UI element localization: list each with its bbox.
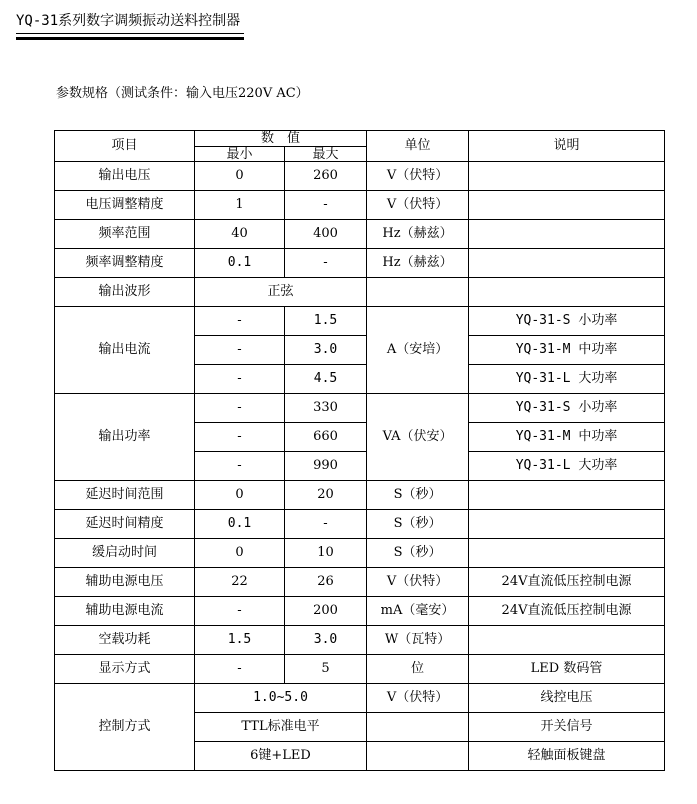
table-header-row	[55, 131, 665, 147]
table-row	[55, 510, 665, 539]
row-desc	[469, 481, 665, 510]
row-min: 1	[195, 191, 285, 220]
row-min: 0	[195, 539, 285, 568]
row-value: TTL标准电平	[195, 713, 367, 742]
row-max: 660	[285, 423, 367, 452]
row-max: 200	[285, 597, 367, 626]
table-row	[55, 162, 665, 191]
row-min: -	[195, 655, 285, 684]
table-row	[55, 481, 665, 510]
row-desc: 轻触面板键盘	[469, 742, 665, 771]
row-max: 400	[285, 220, 367, 249]
row-max: 3.0	[285, 626, 367, 655]
row-item: 输出电压	[55, 162, 195, 191]
table-row	[55, 191, 665, 220]
row-unit: S（秒）	[367, 510, 469, 539]
row-unit: V（伏特）	[367, 684, 469, 713]
row-value: 1.0~5.0	[195, 684, 367, 713]
row-max: 330	[285, 394, 367, 423]
row-desc	[469, 626, 665, 655]
spec-table	[54, 130, 665, 771]
params-heading: 参数规格（测试条件：输入电压220V AC）	[56, 86, 309, 101]
row-min: 0	[195, 162, 285, 191]
row-desc: 线控电压	[469, 684, 665, 713]
row-max: -	[285, 249, 367, 278]
row-desc: 24V直流低压控制电源	[469, 597, 665, 626]
row-item: 缓启动时间	[55, 539, 195, 568]
row-unit: Hz（赫兹）	[367, 249, 469, 278]
table-row	[55, 539, 665, 568]
table-row	[55, 626, 665, 655]
row-unit: VA（伏安）	[367, 394, 469, 481]
header-min: 最小	[195, 147, 285, 162]
row-max: 1.5	[285, 307, 367, 336]
row-item: 频率调整精度	[55, 249, 195, 278]
table-row	[55, 655, 665, 684]
row-item: 辅助电源电压	[55, 568, 195, 597]
row-unit: A（安培）	[367, 307, 469, 394]
document-title: YQ-31系列数字调频振动送料控制器	[16, 13, 241, 29]
row-desc: YQ-31-L 大功率	[469, 452, 665, 481]
row-value: 6键+LED	[195, 742, 367, 771]
row-desc: 开关信号	[469, 713, 665, 742]
row-desc: LED 数码管	[469, 655, 665, 684]
row-unit: S（秒）	[367, 539, 469, 568]
header-desc: 说明	[469, 131, 665, 162]
row-desc	[469, 191, 665, 220]
row-min: 1.5	[195, 626, 285, 655]
row-max: 20	[285, 481, 367, 510]
row-max: -	[285, 510, 367, 539]
row-min: -	[195, 336, 285, 365]
header-item: 项目	[55, 131, 195, 162]
row-item: 延迟时间范围	[55, 481, 195, 510]
row-item: 频率范围	[55, 220, 195, 249]
row-desc	[469, 510, 665, 539]
row-min: -	[195, 423, 285, 452]
row-min: 40	[195, 220, 285, 249]
row-min: -	[195, 365, 285, 394]
row-max: 3.0	[285, 336, 367, 365]
row-max: 5	[285, 655, 367, 684]
row-item: 辅助电源电流	[55, 597, 195, 626]
row-item: 输出电流	[55, 307, 195, 394]
row-min: -	[195, 597, 285, 626]
table-row	[55, 394, 665, 423]
row-desc: YQ-31-M 中功率	[469, 423, 665, 452]
table-row	[55, 249, 665, 278]
row-desc: 24V直流低压控制电源	[469, 568, 665, 597]
row-unit	[367, 713, 469, 742]
row-item: 输出功率	[55, 394, 195, 481]
header-unit: 单位	[367, 131, 469, 162]
row-desc: YQ-31-S 小功率	[469, 307, 665, 336]
row-min: 22	[195, 568, 285, 597]
row-max: 990	[285, 452, 367, 481]
row-max: 10	[285, 539, 367, 568]
table-row	[55, 684, 665, 713]
row-unit	[367, 742, 469, 771]
row-desc: YQ-31-L 大功率	[469, 365, 665, 394]
row-desc	[469, 249, 665, 278]
row-unit: V（伏特）	[367, 568, 469, 597]
header-max: 最大	[285, 147, 367, 162]
row-item: 电压调整精度	[55, 191, 195, 220]
row-value: 正弦	[195, 278, 367, 307]
row-min: -	[195, 394, 285, 423]
row-max: 4.5	[285, 365, 367, 394]
row-item: 控制方式	[55, 684, 195, 771]
table-row	[55, 307, 665, 336]
title-underline-thin	[16, 33, 244, 34]
row-min: -	[195, 452, 285, 481]
row-unit: V（伏特）	[367, 191, 469, 220]
row-item: 延迟时间精度	[55, 510, 195, 539]
table-row	[55, 278, 665, 307]
row-unit: V（伏特）	[367, 162, 469, 191]
row-max: 26	[285, 568, 367, 597]
row-max: 260	[285, 162, 367, 191]
row-min: 0.1	[195, 510, 285, 539]
row-unit: Hz（赫兹）	[367, 220, 469, 249]
table-row	[55, 597, 665, 626]
row-unit: W（瓦特）	[367, 626, 469, 655]
row-unit	[367, 278, 469, 307]
row-min: 0	[195, 481, 285, 510]
row-max: -	[285, 191, 367, 220]
row-item: 输出波形	[55, 278, 195, 307]
header-value: 数 值	[195, 131, 367, 147]
row-unit: S（秒）	[367, 481, 469, 510]
row-desc	[469, 162, 665, 191]
row-item: 空载功耗	[55, 626, 195, 655]
row-unit: mA（毫安）	[367, 597, 469, 626]
row-unit: 位	[367, 655, 469, 684]
row-min: -	[195, 307, 285, 336]
table-row	[55, 220, 665, 249]
title-underline-thick	[16, 37, 244, 40]
row-desc: YQ-31-S 小功率	[469, 394, 665, 423]
row-desc	[469, 539, 665, 568]
table-row	[55, 568, 665, 597]
row-desc: YQ-31-M 中功率	[469, 336, 665, 365]
row-desc	[469, 278, 665, 307]
row-desc	[469, 220, 665, 249]
row-item: 显示方式	[55, 655, 195, 684]
row-min: 0.1	[195, 249, 285, 278]
